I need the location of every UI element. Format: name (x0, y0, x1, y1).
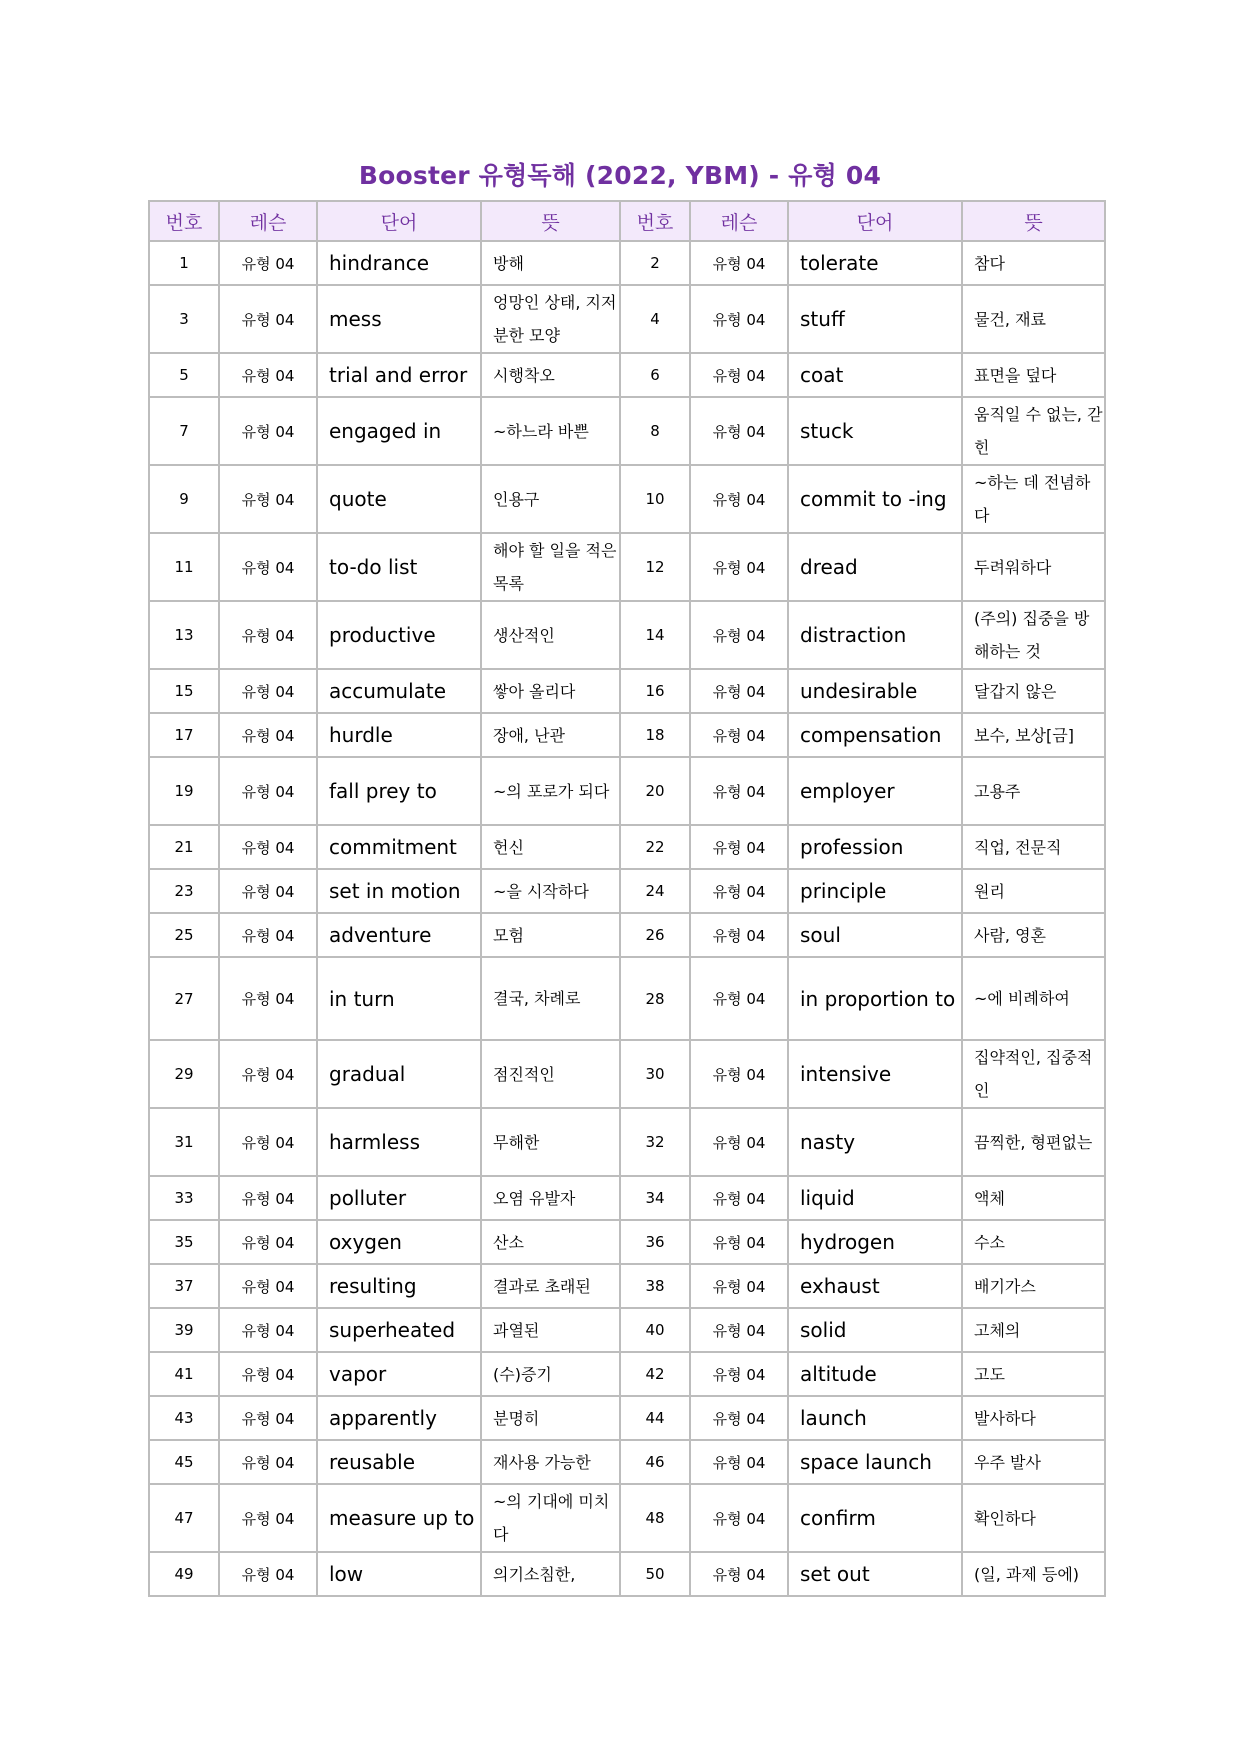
entry-word: space launch (788, 1440, 962, 1484)
entry-word: fall prey to (317, 757, 481, 825)
entry-lesson: 유형 04 (219, 669, 317, 713)
entry-number: 38 (620, 1264, 690, 1308)
entry-number: 16 (620, 669, 690, 713)
table-header-row (149, 201, 1105, 241)
entry-number: 30 (620, 1040, 690, 1108)
entry-word: oxygen (317, 1220, 481, 1264)
header-word: 단어 (317, 201, 481, 241)
entry-word: accumulate (317, 669, 481, 713)
entry-meaning: 산소 (481, 1220, 620, 1264)
entry-lesson: 유형 04 (690, 869, 788, 913)
entry-meaning: ~에 비례하여 (962, 957, 1105, 1040)
entry-meaning: 무해한 (481, 1108, 620, 1176)
entry-meaning: ~하느라 바쁜 (481, 397, 620, 465)
table-row (149, 1552, 1105, 1596)
table-row (149, 241, 1105, 285)
entry-number: 19 (149, 757, 219, 825)
entry-meaning: 달갑지 않은 (962, 669, 1105, 713)
entry-meaning: 재사용 가능한 (481, 1440, 620, 1484)
entry-word: employer (788, 757, 962, 825)
vocab-table (148, 200, 1106, 1597)
entry-lesson: 유형 04 (690, 285, 788, 353)
entry-lesson: 유형 04 (219, 713, 317, 757)
table-row (149, 757, 1105, 825)
entry-number: 24 (620, 869, 690, 913)
entry-lesson: 유형 04 (219, 825, 317, 869)
entry-number: 5 (149, 353, 219, 397)
entry-number: 10 (620, 465, 690, 533)
entry-number: 39 (149, 1308, 219, 1352)
entry-lesson: 유형 04 (690, 241, 788, 285)
entry-meaning: 원리 (962, 869, 1105, 913)
entry-number: 14 (620, 601, 690, 669)
entry-word: dread (788, 533, 962, 601)
entry-number: 27 (149, 957, 219, 1040)
table-row (149, 1040, 1105, 1108)
entry-lesson: 유형 04 (219, 1108, 317, 1176)
entry-meaning: 배기가스 (962, 1264, 1105, 1308)
entry-meaning: (주의) 집중을 방해하는 것 (962, 601, 1105, 669)
entry-word: tolerate (788, 241, 962, 285)
table-row (149, 1440, 1105, 1484)
entry-lesson: 유형 04 (219, 869, 317, 913)
entry-word: polluter (317, 1176, 481, 1220)
entry-meaning: 액체 (962, 1176, 1105, 1220)
entry-word: resulting (317, 1264, 481, 1308)
entry-meaning: 해야 할 일을 적은 목록 (481, 533, 620, 601)
entry-lesson: 유형 04 (219, 913, 317, 957)
header-number: 번호 (149, 201, 219, 241)
entry-number: 47 (149, 1484, 219, 1552)
entry-lesson: 유형 04 (219, 757, 317, 825)
entry-meaning: 오염 유발자 (481, 1176, 620, 1220)
entry-meaning: 과열된 (481, 1308, 620, 1352)
entry-lesson: 유형 04 (690, 1308, 788, 1352)
entry-meaning: 방해 (481, 241, 620, 285)
table-row (149, 1308, 1105, 1352)
entry-lesson: 유형 04 (219, 353, 317, 397)
entry-number: 4 (620, 285, 690, 353)
entry-lesson: 유형 04 (219, 1176, 317, 1220)
entry-lesson: 유형 04 (219, 1440, 317, 1484)
entry-word: liquid (788, 1176, 962, 1220)
entry-lesson: 유형 04 (219, 1552, 317, 1596)
entry-number: 12 (620, 533, 690, 601)
header-word: 단어 (788, 201, 962, 241)
entry-lesson: 유형 04 (219, 1220, 317, 1264)
entry-meaning: 끔찍한, 형편없는 (962, 1108, 1105, 1176)
entry-number: 13 (149, 601, 219, 669)
table-row (149, 825, 1105, 869)
entry-word: gradual (317, 1040, 481, 1108)
entry-word: commit to -ing (788, 465, 962, 533)
entry-number: 20 (620, 757, 690, 825)
entry-number: 2 (620, 241, 690, 285)
entry-meaning: 헌신 (481, 825, 620, 869)
entry-lesson: 유형 04 (690, 1176, 788, 1220)
entry-number: 42 (620, 1352, 690, 1396)
table-row (149, 1264, 1105, 1308)
entry-meaning: ~하는 데 전념하다 (962, 465, 1105, 533)
table-row (149, 957, 1105, 1040)
entry-lesson: 유형 04 (219, 1040, 317, 1108)
entry-lesson: 유형 04 (219, 601, 317, 669)
entry-meaning: 분명히 (481, 1396, 620, 1440)
entry-word: stuff (788, 285, 962, 353)
entry-number: 9 (149, 465, 219, 533)
entry-number: 36 (620, 1220, 690, 1264)
table-row (149, 869, 1105, 913)
entry-meaning: 보수, 보상[금] (962, 713, 1105, 757)
entry-word: measure up to (317, 1484, 481, 1552)
entry-lesson: 유형 04 (690, 1108, 788, 1176)
entry-meaning: 사람, 영혼 (962, 913, 1105, 957)
entry-word: hydrogen (788, 1220, 962, 1264)
entry-word: apparently (317, 1396, 481, 1440)
entry-number: 23 (149, 869, 219, 913)
entry-meaning: ~을 시작하다 (481, 869, 620, 913)
entry-word: soul (788, 913, 962, 957)
table-row (149, 601, 1105, 669)
entry-word: confirm (788, 1484, 962, 1552)
entry-number: 25 (149, 913, 219, 957)
entry-word: superheated (317, 1308, 481, 1352)
header-meaning: 뜻 (962, 201, 1105, 241)
entry-word: engaged in (317, 397, 481, 465)
entry-word: coat (788, 353, 962, 397)
entry-meaning: 고도 (962, 1352, 1105, 1396)
entry-meaning: 결국, 차례로 (481, 957, 620, 1040)
entry-meaning: (수)증기 (481, 1352, 620, 1396)
entry-number: 3 (149, 285, 219, 353)
entry-lesson: 유형 04 (690, 757, 788, 825)
entry-number: 40 (620, 1308, 690, 1352)
entry-word: adventure (317, 913, 481, 957)
entry-lesson: 유형 04 (219, 1308, 317, 1352)
entry-lesson: 유형 04 (690, 957, 788, 1040)
entry-number: 32 (620, 1108, 690, 1176)
entry-number: 34 (620, 1176, 690, 1220)
entry-lesson: 유형 04 (690, 713, 788, 757)
table-row (149, 1352, 1105, 1396)
table-row (149, 1220, 1105, 1264)
entry-word: commitment (317, 825, 481, 869)
entry-number: 21 (149, 825, 219, 869)
entry-word: stuck (788, 397, 962, 465)
entry-word: launch (788, 1396, 962, 1440)
entry-word: harmless (317, 1108, 481, 1176)
entry-word: trial and error (317, 353, 481, 397)
table-row (149, 669, 1105, 713)
entry-meaning: 확인하다 (962, 1484, 1105, 1552)
entry-number: 43 (149, 1396, 219, 1440)
entry-number: 49 (149, 1552, 219, 1596)
entry-lesson: 유형 04 (219, 533, 317, 601)
entry-number: 41 (149, 1352, 219, 1396)
entry-word: low (317, 1552, 481, 1596)
entry-number: 18 (620, 713, 690, 757)
entry-meaning: 장애, 난관 (481, 713, 620, 757)
entry-lesson: 유형 04 (690, 353, 788, 397)
entry-number: 6 (620, 353, 690, 397)
entry-meaning: 시행착오 (481, 353, 620, 397)
entry-number: 48 (620, 1484, 690, 1552)
entry-word: exhaust (788, 1264, 962, 1308)
entry-number: 11 (149, 533, 219, 601)
entry-meaning: 의기소침한, (481, 1552, 620, 1596)
table-row (149, 713, 1105, 757)
entry-meaning: ~의 기대에 미치다 (481, 1484, 620, 1552)
entry-meaning: 집약적인, 집중적인 (962, 1040, 1105, 1108)
header-number: 번호 (620, 201, 690, 241)
entry-word: vapor (317, 1352, 481, 1396)
entry-lesson: 유형 04 (690, 913, 788, 957)
header-lesson: 레슨 (690, 201, 788, 241)
entry-word: set in motion (317, 869, 481, 913)
entry-lesson: 유형 04 (219, 1396, 317, 1440)
table-row (149, 397, 1105, 465)
entry-lesson: 유형 04 (690, 1040, 788, 1108)
entry-lesson: 유형 04 (219, 285, 317, 353)
entry-number: 45 (149, 1440, 219, 1484)
entry-lesson: 유형 04 (219, 1484, 317, 1552)
entry-lesson: 유형 04 (690, 669, 788, 713)
entry-meaning: 움직일 수 없는, 갇힌 (962, 397, 1105, 465)
entry-lesson: 유형 04 (690, 1352, 788, 1396)
header-lesson: 레슨 (219, 201, 317, 241)
entry-number: 31 (149, 1108, 219, 1176)
entry-word: nasty (788, 1108, 962, 1176)
entry-word: reusable (317, 1440, 481, 1484)
table-row (149, 353, 1105, 397)
table-row (149, 913, 1105, 957)
entry-lesson: 유형 04 (219, 241, 317, 285)
entry-number: 8 (620, 397, 690, 465)
entry-number: 22 (620, 825, 690, 869)
entry-number: 35 (149, 1220, 219, 1264)
entry-meaning: 두려워하다 (962, 533, 1105, 601)
entry-lesson: 유형 04 (690, 1264, 788, 1308)
entry-lesson: 유형 04 (690, 1484, 788, 1552)
entry-word: solid (788, 1308, 962, 1352)
entry-meaning: 발사하다 (962, 1396, 1105, 1440)
entry-lesson: 유형 04 (219, 465, 317, 533)
table-row (149, 1484, 1105, 1552)
entry-word: undesirable (788, 669, 962, 713)
entry-word: to-do list (317, 533, 481, 601)
header-meaning: 뜻 (481, 201, 620, 241)
table-row (149, 1108, 1105, 1176)
entry-number: 37 (149, 1264, 219, 1308)
entry-word: quote (317, 465, 481, 533)
entry-number: 1 (149, 241, 219, 285)
entry-word: in turn (317, 957, 481, 1040)
entry-word: altitude (788, 1352, 962, 1396)
table-row (149, 465, 1105, 533)
entry-meaning: ~의 포로가 되다 (481, 757, 620, 825)
entry-number: 33 (149, 1176, 219, 1220)
document-title: Booster 유형독해 (2022, YBM) - 유형 04 (358, 161, 882, 190)
entry-meaning: 생산적인 (481, 601, 620, 669)
entry-meaning: 모험 (481, 913, 620, 957)
entry-word: mess (317, 285, 481, 353)
entry-meaning: 참다 (962, 241, 1105, 285)
entry-meaning: 점진적인 (481, 1040, 620, 1108)
entry-number: 46 (620, 1440, 690, 1484)
entry-lesson: 유형 04 (219, 1264, 317, 1308)
entry-word: compensation (788, 713, 962, 757)
entry-lesson: 유형 04 (219, 957, 317, 1040)
entry-word: principle (788, 869, 962, 913)
entry-lesson: 유형 04 (690, 397, 788, 465)
table-row (149, 1176, 1105, 1220)
entry-lesson: 유형 04 (690, 1396, 788, 1440)
table-row (149, 285, 1105, 353)
entry-meaning: 결과로 초래된 (481, 1264, 620, 1308)
entry-word: intensive (788, 1040, 962, 1108)
entry-number: 50 (620, 1552, 690, 1596)
entry-word: hindrance (317, 241, 481, 285)
table-row (149, 533, 1105, 601)
entry-meaning: 인용구 (481, 465, 620, 533)
entry-word: profession (788, 825, 962, 869)
entry-word: in proportion to (788, 957, 962, 1040)
entry-lesson: 유형 04 (690, 1440, 788, 1484)
entry-word: distraction (788, 601, 962, 669)
entry-meaning: 직업, 전문직 (962, 825, 1105, 869)
entry-word: set out (788, 1552, 962, 1596)
entry-meaning: 우주 발사 (962, 1440, 1105, 1484)
table-row (149, 1396, 1105, 1440)
entry-lesson: 유형 04 (690, 533, 788, 601)
entry-number: 17 (149, 713, 219, 757)
entry-number: 44 (620, 1396, 690, 1440)
entry-meaning: 물건, 재료 (962, 285, 1105, 353)
entry-meaning: 수소 (962, 1220, 1105, 1264)
entry-meaning: 고용주 (962, 757, 1105, 825)
entry-number: 26 (620, 913, 690, 957)
entry-meaning: 쌓아 올리다 (481, 669, 620, 713)
entry-lesson: 유형 04 (690, 825, 788, 869)
entry-meaning: 표면을 덮다 (962, 353, 1105, 397)
entry-number: 29 (149, 1040, 219, 1108)
entry-meaning: (일, 과제 등에) (962, 1552, 1105, 1596)
entry-meaning: 고체의 (962, 1308, 1105, 1352)
entry-lesson: 유형 04 (690, 465, 788, 533)
entry-meaning: 엉망인 상태, 지저분한 모양 (481, 285, 620, 353)
entry-number: 7 (149, 397, 219, 465)
entry-lesson: 유형 04 (219, 397, 317, 465)
entry-lesson: 유형 04 (690, 601, 788, 669)
entry-lesson: 유형 04 (690, 1220, 788, 1264)
entry-word: hurdle (317, 713, 481, 757)
entry-lesson: 유형 04 (690, 1552, 788, 1596)
entry-number: 15 (149, 669, 219, 713)
entry-lesson: 유형 04 (219, 1352, 317, 1396)
entry-number: 28 (620, 957, 690, 1040)
entry-word: productive (317, 601, 481, 669)
